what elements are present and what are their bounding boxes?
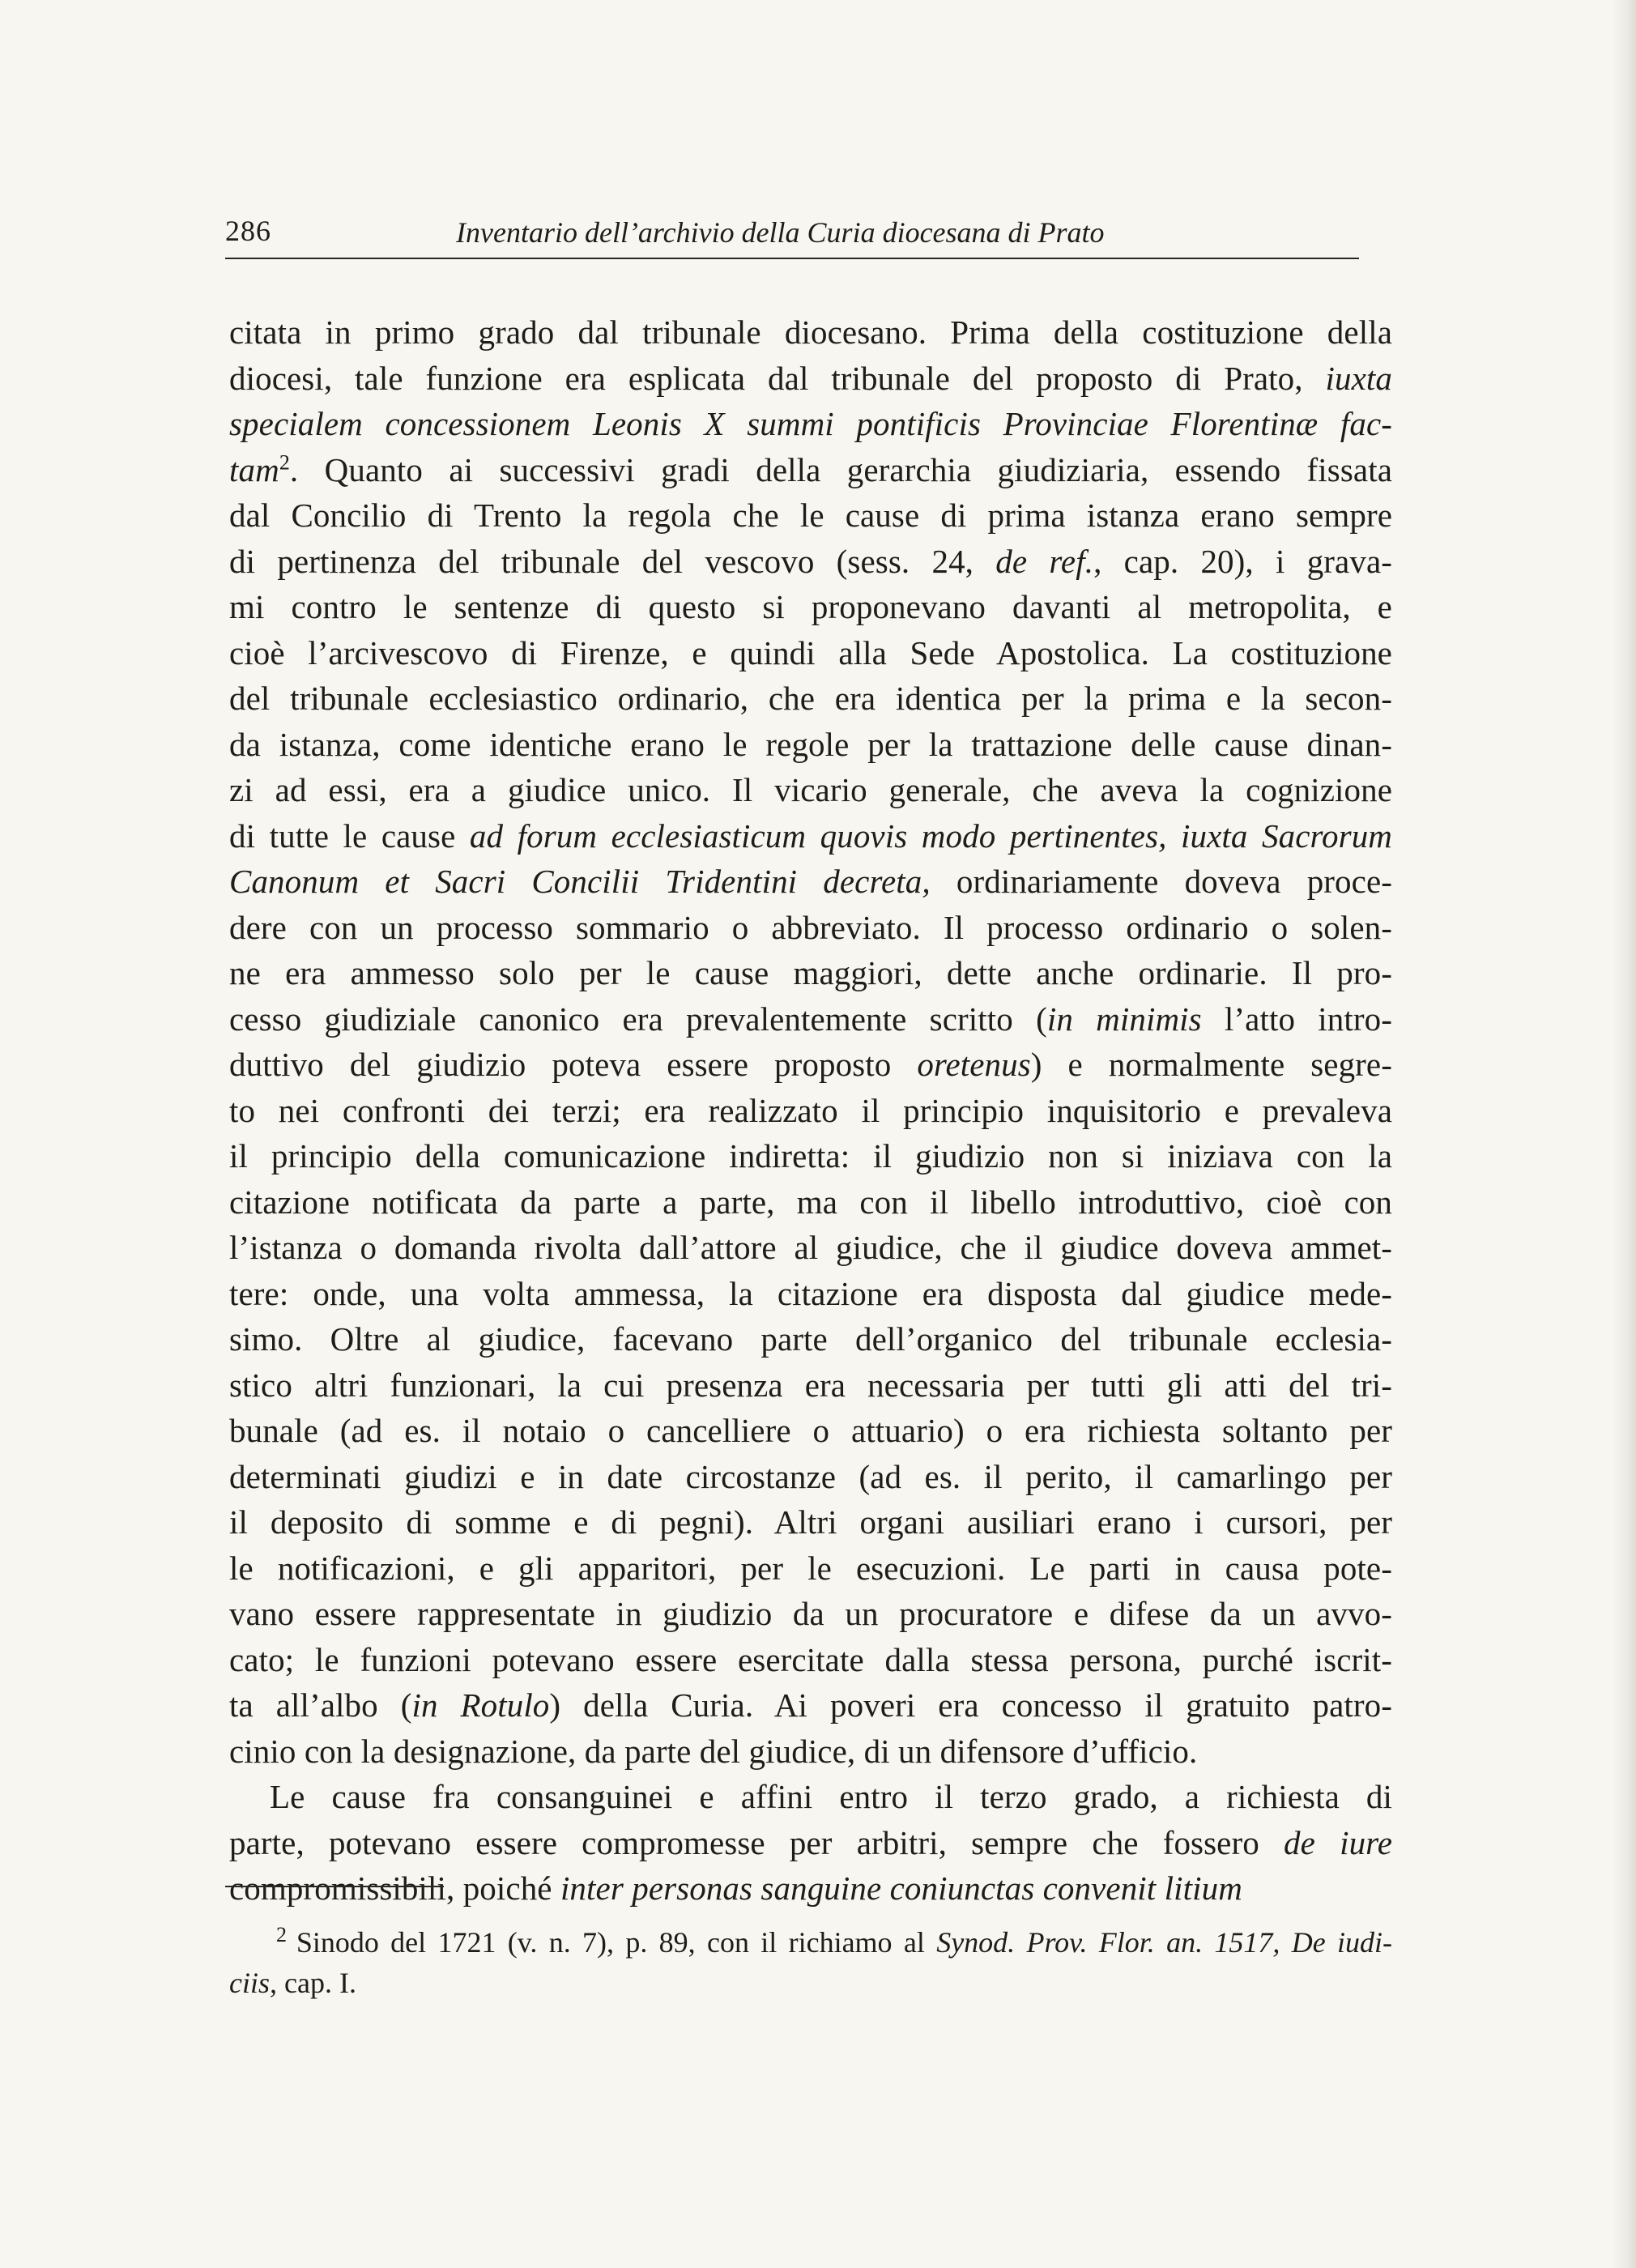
footnote [229, 1922, 1392, 2003]
text-line [229, 996, 1392, 1042]
footnote-segment: Sinodo del 1721 (v. n. 7), p. 89, con il richiamo al [296, 1926, 937, 1959]
text-line [229, 492, 1392, 539]
text-line [229, 1179, 1392, 1226]
text-segment: , cap. 20), i grava- [1093, 542, 1393, 580]
text-segment: in minimis [1046, 1000, 1202, 1038]
text-segment: diocesi, tale funzione era esplicata dal tribunale del proposto di Prato, [229, 359, 1326, 397]
text-segment: ne era ammesso solo per le cause maggiori, dette anche ordinarie. Il pro- [229, 954, 1392, 991]
footnote-segment: Synod. Prov. Flor. an. 1517, De iudi- [936, 1926, 1393, 1959]
footnote-segment: cap. I. [277, 1967, 356, 1999]
text-line [229, 1042, 1392, 1088]
text-line [229, 1454, 1392, 1500]
text-segment: di pertinenza del tribunale del vescovo (sess. 24, [229, 542, 996, 580]
text-segment: di tutte le cause [229, 816, 470, 855]
text-segment: l’atto intro- [1201, 1000, 1392, 1038]
text-line [229, 539, 1392, 585]
text-line [229, 1774, 1392, 1820]
text-segment: il deposito di somme e di pegni). Altri organi ausiliari erano i cursori, per [229, 1503, 1392, 1541]
text-segment: ta all’albo ( [229, 1686, 412, 1724]
text-segment: Le cause fra consanguinei e affini entro il terzo grado, a richiesta di [270, 1778, 1392, 1815]
text-segment: le notificazioni, e gli apparitori, per le esecuzioni. Le parti in causa pote- [229, 1549, 1392, 1587]
text-segment: vano essere rappresentate in giudizio da un procuratore e difese da un avvo- [229, 1595, 1392, 1632]
text-segment: del tribunale ecclesiastico ordinario, che era identica per la prima e la secon- [229, 680, 1392, 717]
running-header [225, 212, 1359, 259]
text-line [229, 1408, 1392, 1454]
footnote-line [229, 1963, 1392, 2003]
text-segment: determinati giudizi e in date circostanze (ad es. il perito, il camarlingo per [229, 1457, 1392, 1495]
text-line [229, 1820, 1392, 1866]
text-line [229, 813, 1392, 859]
running-title: Inventario dell’archivio della Curia diocesana di Prato [456, 216, 1105, 249]
text-segment: ad forum ecclesiasticum quovis modo pertinentes, iuxta Sacrorum [469, 816, 1393, 855]
text-segment: tam [229, 450, 279, 488]
text-segment: cato; le funzioni potevano essere esercitate dalla stessa persona, purché iscrit- [229, 1640, 1392, 1678]
text-segment: to nei confronti dei terzi; era realizzato il principio inquisitorio e prevaleva [229, 1091, 1392, 1129]
text-line [229, 1271, 1392, 1317]
text-line [229, 1729, 1392, 1775]
text-line [229, 676, 1392, 722]
text-segment: compromissibili, poiché [229, 1869, 560, 1907]
page-edge [1612, 0, 1636, 2268]
text-segment: de iure [1284, 1823, 1393, 1861]
footnote-rule [225, 1886, 444, 1887]
text-segment: simo. Oltre al giudice, facevano parte dell’organico del tribunale ecclesia- [229, 1320, 1392, 1358]
text-segment: ordinariamente doveva proce- [930, 863, 1393, 900]
text-segment: il principio della comunicazione indiretta: il giudizio non si iniziava con la [229, 1137, 1392, 1174]
text-segment: de ref. [995, 542, 1094, 580]
body-text [229, 309, 1392, 1912]
text-segment: . Quanto ai successivi gradi della gerarchia giudiziaria, essendo fissata [289, 450, 1392, 488]
text-segment: dere con un processo sommario o abbreviato. Il processo ordinario o solen- [229, 908, 1392, 946]
footnote-line [229, 1922, 1392, 1963]
text-line [229, 401, 1392, 447]
text-segment: parte, potevano essere compromesse per arbitri, sempre che fossero [229, 1823, 1284, 1861]
text-line [229, 859, 1392, 905]
text-line [229, 1133, 1392, 1179]
text-segment: cesso giudiziale canonico era prevalentemente scritto ( [229, 1000, 1047, 1038]
text-segment: l’istanza o domanda rivolta dall’attore al giudice, che il giudice doveva ammet- [229, 1229, 1392, 1266]
text-segment: tere: onde, una volta ammessa, la citazione era disposta dal giudice mede- [229, 1274, 1392, 1312]
text-line [229, 1225, 1392, 1271]
text-segment: oretenus [917, 1046, 1031, 1083]
text-segment: cinio con la designazione, da parte del giudice, di un difensore d’ufficio. [229, 1732, 1198, 1770]
text-line [229, 1591, 1392, 1637]
text-line [229, 584, 1392, 630]
text-line [229, 767, 1392, 813]
text-segment: zi ad essi, era a giudice unico. Il vicario generale, che aveva la cognizione [229, 771, 1392, 808]
text-line [229, 1682, 1392, 1729]
text-segment: in Rotulo [411, 1686, 550, 1724]
text-segment: specialem concessionem Leonis X summi pontificis Provinciae Florentinæ fac- [229, 405, 1392, 442]
text-line [229, 356, 1392, 402]
text-segment: cioè l’arcivescovo di Firenze, e quindi alla Sede Apostolica. La costituzione [229, 633, 1392, 671]
text-segment: ) della Curia. Ai poveri era concesso il gratuito patro- [549, 1686, 1392, 1724]
text-line [229, 722, 1392, 768]
text-segment: ) e normalmente segre- [1030, 1046, 1392, 1083]
text-line [229, 630, 1392, 676]
text-line [229, 309, 1392, 356]
footnote-ref: 2 [279, 450, 290, 474]
page-number: 286 [225, 215, 271, 247]
text-line [229, 1499, 1392, 1545]
text-line [229, 1637, 1392, 1683]
text-segment: citata in primo grado dal tribunale diocesano. Prima della costituzione della [229, 313, 1392, 351]
footnote-number: 2 [276, 1923, 296, 1946]
text-line [229, 1088, 1392, 1134]
text-segment: stico altri funzionari, la cui presenza era necessaria per tutti gli atti del tri- [229, 1366, 1392, 1404]
text-segment: dal Concilio di Trento la regola che le cause di prima istanza erano sempre [229, 497, 1392, 534]
text-segment: mi contro le sentenze di questo si proponevano davanti al metropolita, e [229, 588, 1392, 625]
text-segment: citazione notificata da parte a parte, ma con il libello introduttivo, cioè con [229, 1183, 1392, 1221]
text-line [229, 1362, 1392, 1409]
text-segment: bunale (ad es. il notaio o cancelliere o attuario) o era richiesta soltanto per [229, 1412, 1392, 1449]
text-segment: da istanza, come identiche erano le regole per la trattazione delle cause dinan- [229, 725, 1392, 763]
footnote-segment: ciis, [229, 1967, 277, 1999]
text-line [229, 950, 1392, 996]
text-segment: inter personas sanguine coniunctas convenit litium [560, 1869, 1242, 1907]
text-segment: Canonum et Sacri Concilii Tridentini decreta, [229, 863, 931, 900]
text-line [229, 1865, 1392, 1912]
text-line [229, 447, 1392, 493]
text-line [229, 1316, 1392, 1362]
text-line [229, 1545, 1392, 1592]
text-line [229, 905, 1392, 951]
text-segment: iuxta [1325, 359, 1392, 397]
text-segment: duttivo del giudizio poteva essere proposto [229, 1046, 918, 1083]
